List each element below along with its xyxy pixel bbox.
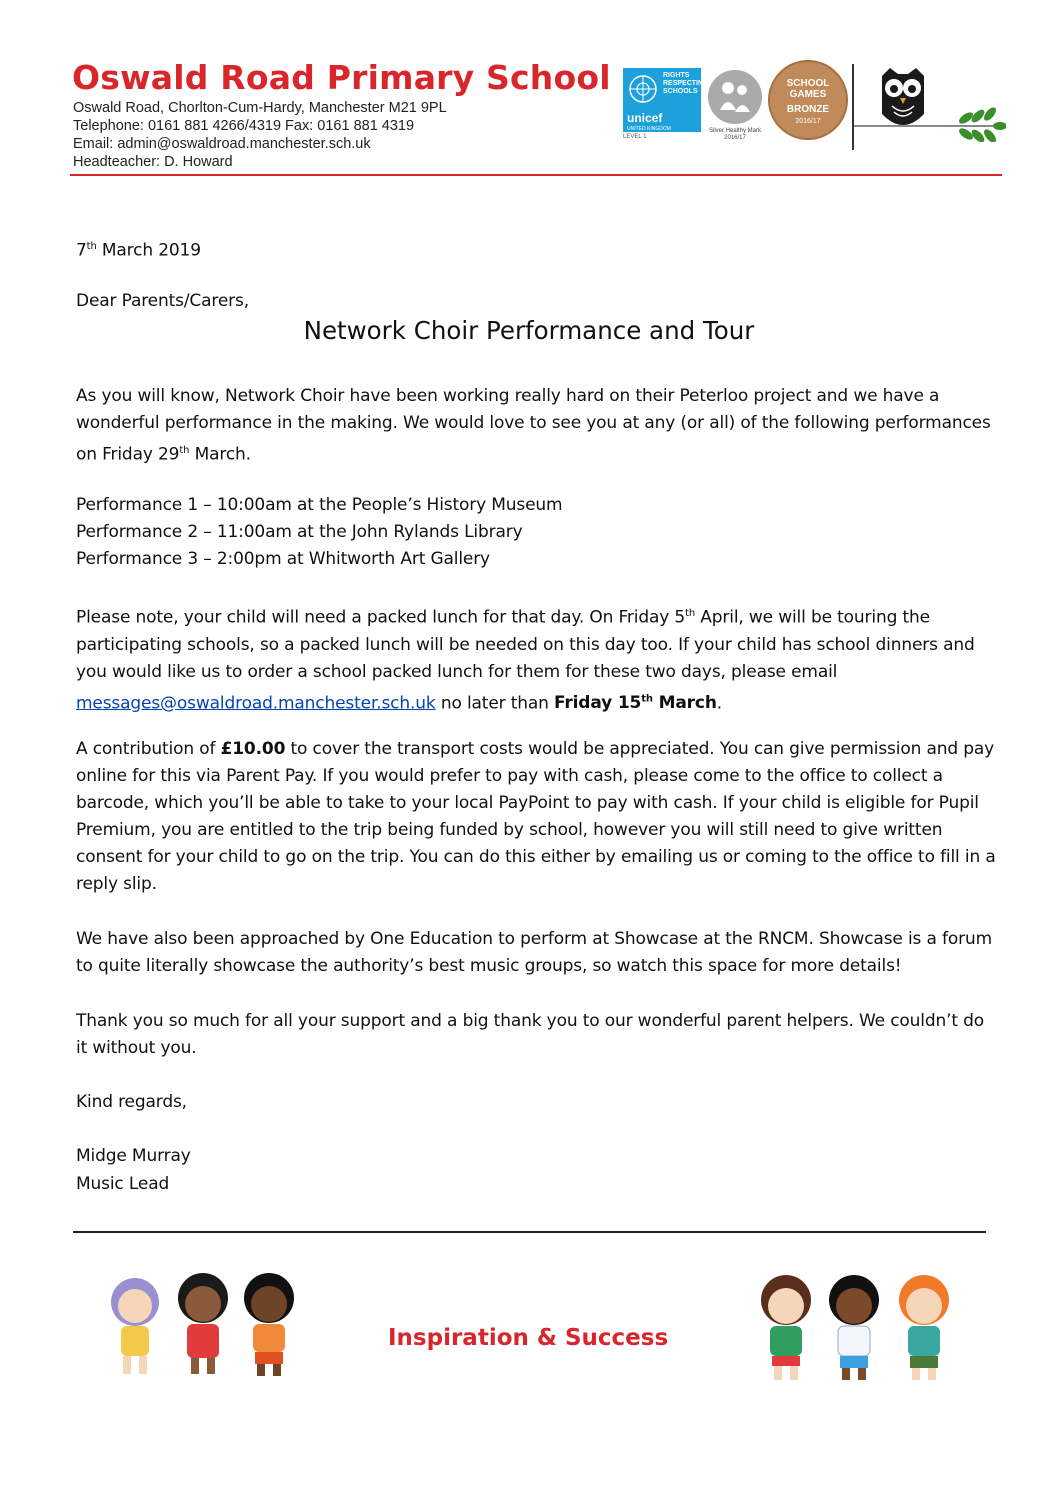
- school-motto: Inspiration & Success: [388, 1325, 669, 1351]
- deadline-suffix: th: [641, 693, 653, 705]
- signature-role: Music Lead: [76, 1174, 170, 1194]
- lunch-text-end: .: [716, 693, 723, 714]
- school-games-year: 2016/17: [795, 118, 821, 125]
- closing: Kind regards,: [76, 1092, 187, 1112]
- lunch-text-deadline: no later than: [435, 693, 555, 714]
- paragraph-thanks: Thank you so much for all your support and a big thank you to our wonderful parent helpers. We couldn’t do it without you.: [76, 1011, 985, 1058]
- date-day: 7: [76, 240, 87, 261]
- silver-award-label: Silver Healthy Mark 2016/17: [708, 128, 761, 141]
- school-email: Email: admin@oswaldroad.manchester.sch.uk: [73, 136, 371, 152]
- deadline-day: Friday 15: [554, 693, 642, 714]
- healthy-schools-badge: [708, 70, 762, 124]
- letter-title: Network Choir Performance and Tour: [303, 316, 755, 345]
- children-illustration-left: [95, 1264, 310, 1384]
- paragraph-packed-lunch: [76, 600, 996, 717]
- family-icon: [708, 70, 762, 124]
- school-name: Oswald Road Primary School: [72, 58, 611, 97]
- performance-item: Performance 2 – 11:00am at the John Rylands Library: [76, 522, 523, 542]
- lunch-text-mid: April, we will be touring the participating schools, so a packed lunch will be needed on this day too. If your child has school dinners and you would like us to order a school packed lunch for them for these two days, please email: [76, 607, 975, 682]
- leaf-branch-icon: [854, 98, 1006, 142]
- performance-item: Performance 1 – 10:00am at the People’s History Museum: [76, 495, 563, 515]
- messages-email-link[interactable]: messages@oswaldroad.manchester.sch.uk: [76, 693, 436, 714]
- children-illustration-right: [748, 1266, 966, 1388]
- date-suffix: th: [86, 241, 97, 252]
- lunch-suffix: th: [685, 608, 696, 619]
- paragraph-showcase: We have also been approached by One Education to perform at Showcase at the RNCM. Showcase is a forum to quite literally showcase the authority’s best music groups, so watch this space for more details!: [76, 929, 992, 976]
- date-month-year: March 2019: [96, 240, 201, 261]
- letterhead: [70, 58, 1005, 180]
- headteacher: Headteacher: D. Howard: [73, 154, 233, 170]
- rights-respecting-label: RIGHTS RESPECTING SCHOOLS: [663, 72, 709, 95]
- signature-name: Midge Murray: [76, 1146, 191, 1166]
- contribution-amount: £10.00: [220, 739, 286, 759]
- unicef-country: UNITED KINGDOM: [627, 126, 671, 132]
- footer-divider: [73, 1231, 986, 1233]
- contribution-text: A contribution of: [76, 739, 221, 759]
- school-address: Oswald Road, Chorlton-Cum-Hardy, Manchester M21 9PL: [73, 100, 447, 116]
- paragraph-intro: [76, 383, 996, 469]
- school-games-title: SCHOOL GAMES: [786, 78, 830, 100]
- paragraph-contribution: [76, 736, 996, 898]
- salutation: Dear Parents/Carers,: [76, 291, 249, 311]
- deadline-month: March: [652, 693, 717, 714]
- school-telephone: Telephone: 0161 881 4266/4319 Fax: 0161 881 4319: [73, 118, 415, 134]
- intro-text-end: March.: [189, 444, 251, 465]
- contribution-text-rest: to cover the transport costs would be appreciated. You can give permission and pay online for this via Parent Pay. If you would prefer to pay with cash, please come to the office to collect a barcode, which you’ll be able to take to your local PayPoint to pay with cash. If your child is eligible for Pupil Premium, you are entitled to the trip being funded by school, however you will still need to give written consent for your child to go on the trip. You can do this either by emailing us or coming to the office to fill in a reply slip.: [76, 739, 996, 894]
- school-games-bronze-badge: [768, 60, 848, 140]
- lunch-text: Please note, your child will need a packed lunch for that day. On Friday 5: [76, 607, 686, 628]
- unicef-wordmark: unicef: [627, 111, 663, 125]
- unicef-level: LEVEL 1: [623, 134, 647, 140]
- globe-icon: [627, 73, 659, 105]
- intro-suffix: th: [179, 445, 190, 456]
- header-divider: [70, 174, 1002, 176]
- performance-item: Performance 3 – 2:00pm at Whitworth Art Gallery: [76, 549, 490, 569]
- intro-text: As you will know, Network Choir have been working really hard on their Peterloo project and we have a wonderful performance in the making. We would love to see you at any (or all) of the following performances on Friday 29: [76, 386, 991, 465]
- school-games-level: BRONZE: [786, 104, 830, 115]
- performance-list: [76, 492, 996, 573]
- unicef-rights-respecting-logo: [623, 68, 709, 132]
- letter-date: [76, 233, 996, 265]
